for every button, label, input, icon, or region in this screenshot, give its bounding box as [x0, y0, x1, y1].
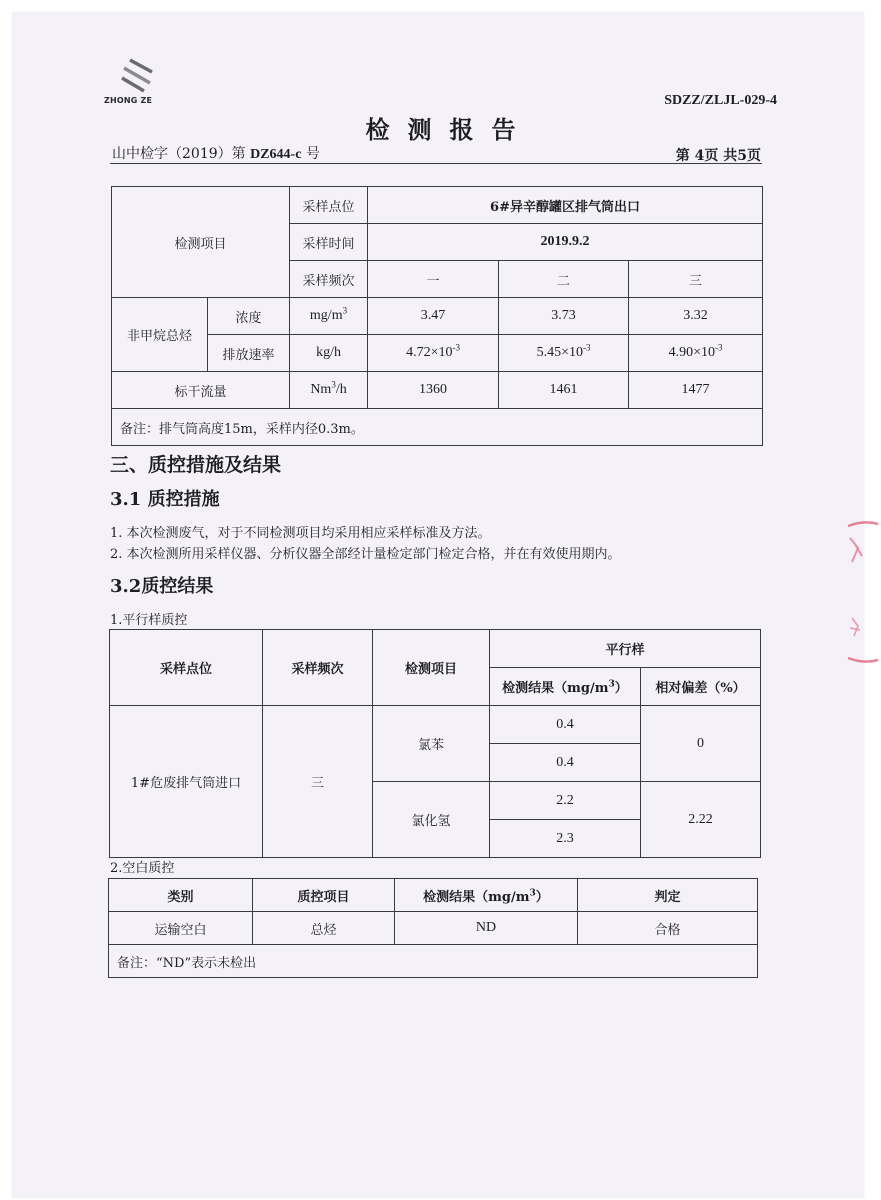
- time-label: 采样时间: [290, 224, 368, 261]
- blank-qc-item: 总烃: [253, 912, 395, 945]
- parallel-qc-title: 1.平行样质控: [110, 613, 188, 628]
- concentration-3: 3.32: [629, 298, 763, 335]
- logo-text: ZHONG ZE: [104, 96, 153, 105]
- section-3-title: 三、质控措施及结果: [110, 454, 282, 476]
- header-point: 采样点位: [110, 630, 263, 706]
- table3-note: 备注：“ND”表示未检出: [109, 945, 758, 978]
- flow-2: 1461: [499, 372, 629, 409]
- flow-3: 1477: [629, 372, 763, 409]
- blank-qc-title: 2.空白质控: [110, 861, 175, 876]
- unit-emission-rate: kg/h: [290, 335, 368, 372]
- blank-qc-table: [108, 878, 758, 978]
- unit-concentration: $mg/m^3$: [290, 298, 368, 335]
- qc-measure-2: 2. 本次检测所用采样仪器、分析仪器全部经计量检定部门检定合格，并在有效使用期内。: [110, 547, 621, 562]
- deviation-hcl: 2.22: [641, 782, 761, 858]
- flow-label: 标干流量: [112, 372, 290, 409]
- flow-unit: Nm$^3$/h: [290, 372, 368, 409]
- item-chlorobenzene: 氯苯: [373, 706, 490, 782]
- header-result: 检测结果$(mg/m^3)$: [490, 668, 641, 706]
- seal-stamp-icon: [844, 518, 881, 668]
- item-header: 检测项目: [112, 187, 290, 298]
- qc-measure-1: 1. 本次检测废气，对于不同检测项目均采用相应采样标准及方法。: [110, 526, 491, 541]
- point-label: 采样点位: [290, 187, 368, 224]
- concentration-2: 3.73: [499, 298, 629, 335]
- report-title: 检测报告: [365, 115, 534, 144]
- header-divider: [110, 163, 762, 164]
- company-logo: [104, 58, 174, 108]
- concentration-1: 3.47: [368, 298, 499, 335]
- time-value: 2019.9.2: [368, 224, 763, 261]
- emission-rate-3: $4.90\times 10^{-3}$: [629, 335, 763, 372]
- param-emission-rate: 排放速率: [208, 335, 290, 372]
- document-code: SDZZ/ZLJL-029-4: [664, 93, 777, 108]
- logo-stripes-icon: [118, 58, 158, 96]
- flow-1: 1360: [368, 372, 499, 409]
- header-item: 检测项目: [373, 630, 490, 706]
- section-3-2-title: 3.2质控结果: [110, 576, 214, 597]
- freq-2: 二: [499, 261, 629, 298]
- result-hcl-1: 2.2: [490, 782, 641, 820]
- item-hydrogen-chloride: 氯化氢: [373, 782, 490, 858]
- emission-results-table: [111, 186, 763, 446]
- report-number-code: DZ644-c: [250, 147, 302, 162]
- report-number: [112, 143, 320, 163]
- section-3-1-title: 3.1 质控措施: [110, 489, 220, 510]
- header-deviation: 相对偏差（%）: [641, 668, 761, 706]
- param-concentration: 浓度: [208, 298, 290, 335]
- result-hcl-2: 2.3: [490, 820, 641, 858]
- deviation-chlorobenzene: 0: [641, 706, 761, 782]
- parallel-sample-table: [109, 629, 761, 858]
- blank-category: 运输空白: [109, 912, 253, 945]
- sample-point: 1#危废排气筒进口: [110, 706, 263, 858]
- freq-3: 三: [629, 261, 763, 298]
- report-number-prefix: 山中检字（2019）第: [112, 146, 251, 162]
- blank-result: ND: [395, 912, 578, 945]
- pollutant-name: 非甲烷总烃: [112, 298, 208, 372]
- point-value: 6#异辛醇罐区排气筒出口: [368, 187, 763, 224]
- header-blank-result: 检测结果$(mg/m^3)$: [395, 879, 578, 912]
- result-chlorobenzene-2: 0.4: [490, 744, 641, 782]
- header-category: 类别: [109, 879, 253, 912]
- header-freq: 采样频次: [263, 630, 373, 706]
- result-chlorobenzene-1: 0.4: [490, 706, 641, 744]
- header-qc-item: 质控项目: [253, 879, 395, 912]
- sample-freq: 三: [263, 706, 373, 858]
- report-number-suffix: 号: [301, 146, 320, 162]
- freq-1: 一: [368, 261, 499, 298]
- blank-judgement: 合格: [578, 912, 758, 945]
- page-indicator: 第 4页 共5页: [675, 148, 761, 164]
- emission-rate-1: $4.72\times 10^{-3}$: [368, 335, 499, 372]
- header-judgement: 判定: [578, 879, 758, 912]
- emission-rate-2: $5.45\times 10^{-3}$: [499, 335, 629, 372]
- header-parallel: 平行样: [490, 630, 761, 668]
- freq-label: 采样频次: [290, 261, 368, 298]
- table1-note: 备注：排气筒高度15m，采样内径0.3m。: [112, 409, 763, 446]
